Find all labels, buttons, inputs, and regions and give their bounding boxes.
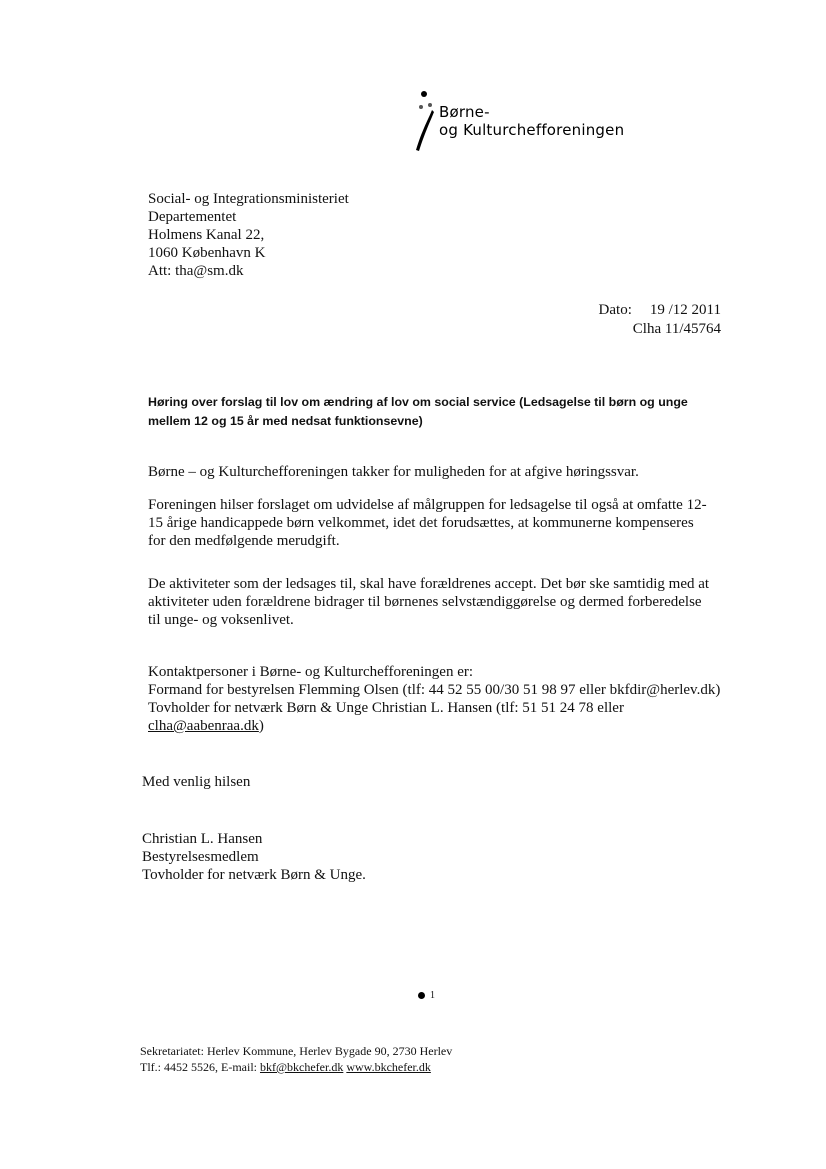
address-line: 1060 København K xyxy=(148,245,266,261)
address-line: Social- og Integrationsministeriet xyxy=(148,191,349,207)
footer-website-link[interactable]: www.bkchefer.dk xyxy=(346,1060,431,1074)
signature-block xyxy=(142,830,366,884)
logo-text-line1: Børne- xyxy=(439,103,490,121)
address-line: Att: tha@sm.dk xyxy=(148,263,244,279)
address-line: Holmens Kanal 22, xyxy=(148,227,265,243)
page-number xyxy=(418,990,435,1001)
body-paragraph-2: Foreningen hilser forslaget om udvidelse af målgruppen for ledsagelse til også at omfatte 12-15 årige handicappede børn velkommet, idet det forudsættes, at kommunerne kompenseres for den medfølgende merudgift. xyxy=(148,497,707,549)
letter-subject: Høring over forslag til lov om ændring af lov om social service (Ledsagelse til børn og unge mellem 12 og 15 år med nedsat funktionsevne) xyxy=(148,395,688,428)
association-logo xyxy=(412,86,652,156)
letter-footer xyxy=(140,1043,452,1075)
date-label: Dato: xyxy=(598,302,632,318)
logo-text-line2: og Kulturchefforeningen xyxy=(439,121,625,139)
address-line: Departementet xyxy=(148,209,237,225)
body-paragraph-1: Børne – og Kulturchefforeningen takker for muligheden for at afgive høringssvar. xyxy=(148,464,639,480)
footer-email-link[interactable]: bkf@bkchefer.dk xyxy=(259,1060,344,1074)
page-number-value: 1 xyxy=(430,990,435,1001)
date-value: 19 /12 2011 xyxy=(649,302,721,318)
signer-role: Tovholder for netværk Børn & Unge. xyxy=(142,867,366,883)
bullet-icon xyxy=(418,992,425,999)
contact-email-link[interactable]: clha@aabenraa.dk xyxy=(148,718,259,734)
date-block xyxy=(599,301,721,339)
reference-number: Clha 11/45764 xyxy=(632,321,721,337)
body-paragraph-3: De aktiviteter som der ledsages til, skal have forældrenes accept. Det bør ske samtidig med at aktiviteter uden forældrene bidrager til børnenes selvstændiggørelse og dermed forberedelse til unge- og voksenlivet. xyxy=(148,576,710,628)
closing-salutation: Med venlig hilsen xyxy=(142,774,251,790)
signer-title: Bestyrelsesmedlem xyxy=(142,849,259,865)
recipient-address xyxy=(148,190,349,280)
contacts-intro: Kontaktpersoner i Børne- og Kulturchefforeningen er: xyxy=(148,664,474,680)
figure-logo-icon xyxy=(412,86,442,156)
footer-phone-email-label: Tlf.: 4452 5526, E-mail: xyxy=(140,1060,257,1074)
signer-name: Christian L. Hansen xyxy=(142,831,263,847)
footer-address: Sekretariatet: Herlev Kommune, Herlev Bygade 90, 2730 Herlev xyxy=(140,1044,453,1058)
contact-persons xyxy=(148,663,721,735)
contact-close-paren: ) xyxy=(258,718,264,734)
contact-coordinator: Tovholder for netværk Børn & Unge Christian L. Hansen (tlf: 51 51 24 78 eller xyxy=(148,700,624,716)
contact-chairman: Formand for bestyrelsen Flemming Olsen (tlf: 44 52 55 00/30 51 98 97 eller bkfdir@herlev.dk) xyxy=(148,682,721,698)
